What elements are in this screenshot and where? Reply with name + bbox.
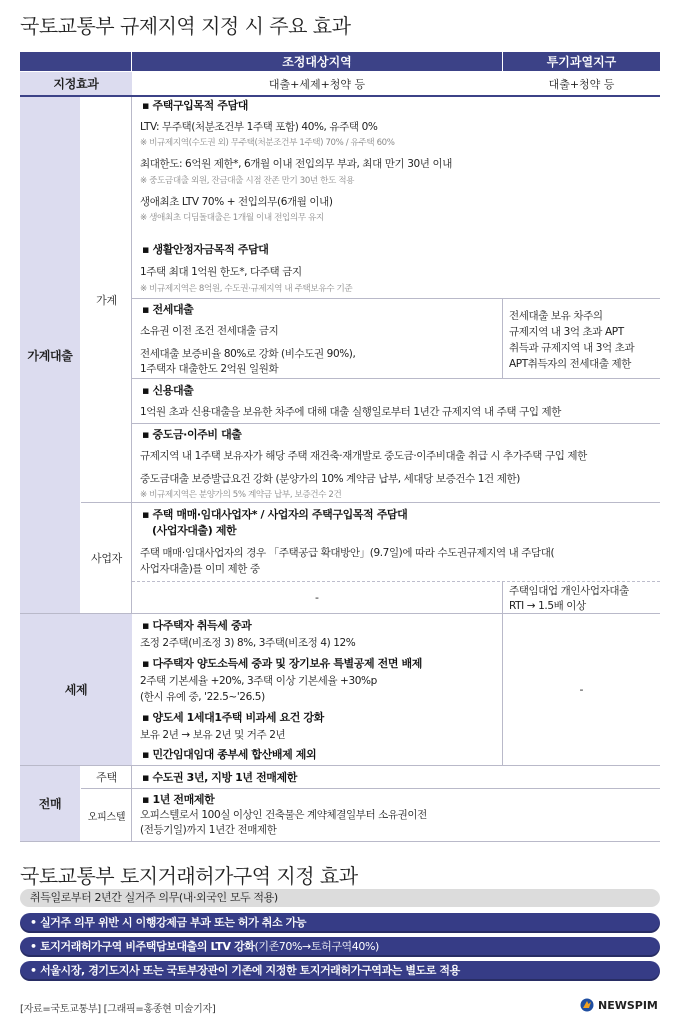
credit-heading: ▪ 신용대출 xyxy=(142,384,194,397)
purchase-line-2: 최대한도: 6억원 제한*, 6개월 이내 전입의무 부과, 최대 만기 30년 이내 xyxy=(140,158,452,170)
effect-label: 지정효과 xyxy=(53,77,99,91)
land-bar-3 xyxy=(20,961,660,981)
divider xyxy=(502,581,503,613)
resale-heading-1: ▪ 수도권 3년, 지방 1년 전매제한 xyxy=(142,771,297,784)
interim-heading: ▪ 중도금·이주비 대출 xyxy=(142,428,242,441)
living-note-1: ※ 비규제지역은 8억원, 수도권·규제지역 내 주택보유수 기준 xyxy=(140,284,353,294)
divider xyxy=(132,298,660,299)
tax-heading-4: ▪ 민간임대임대 종부세 합산배제 제외 xyxy=(142,748,317,761)
jeonse-heading: ▪ 전세대출 xyxy=(142,303,194,316)
land-bar-3-bullet: • xyxy=(30,964,37,977)
household-label: 가계 xyxy=(96,293,117,307)
interim-line-2: 중도금대출 보증발급요건 강화 (분양가의 10% 계약금 납부, 세대당 보증건수 1건 제한) xyxy=(140,473,520,485)
jeonse-line-2: 전세대출 보증비율 80%로 강화 (비수도권 90%), xyxy=(140,348,356,360)
jeonse-right-2: 규제지역 내 3억 초과 APT xyxy=(509,326,624,338)
source-credit: [자료=국토교통부] [그래픽=홍종현 미술기자] xyxy=(20,1004,216,1015)
divider xyxy=(131,766,132,841)
divider xyxy=(131,97,132,613)
tax-speculation-dash: - xyxy=(579,683,584,696)
divider xyxy=(20,841,660,842)
interim-note-2: ※ 비규제지역은 분양가의 5% 계약금 납부, 보증건수 2건 xyxy=(140,490,342,500)
jeonse-right-1: 전세대출 보유 차주의 xyxy=(509,310,603,322)
biz-adjusted-dash: - xyxy=(315,591,319,604)
jeonse-right-3: 취득과 규제지역 내 3억 초과 xyxy=(509,342,635,354)
loan-section-label: 가계대출 xyxy=(27,348,73,363)
newspim-logo xyxy=(580,998,658,1012)
divider xyxy=(81,788,660,789)
header-corner xyxy=(20,52,131,71)
land-bar-2-bullet: • xyxy=(30,940,37,953)
land-bar-2-text: 토지거래허가구역 비주택담보대출의 LTV 강화 xyxy=(40,940,255,953)
biz-right-2: RTI → 1.5배 이상 xyxy=(509,600,586,612)
header-adjusted-area: 조정대상지역 xyxy=(132,52,502,71)
tax-heading-2: ▪ 다주택자 양도소득세 중과 및 장기보유 특별공제 전면 배제 xyxy=(142,657,422,670)
resale-line-2a: 오피스텔로서 100실 이상인 건축물은 계약체결일부터 소유권이전 xyxy=(140,809,427,821)
purchase-line-1: LTV: 무주택(처분조건부 1주택 포함) 40%, 유주택 0% xyxy=(140,121,378,133)
tax-heading-3: ▪ 양도세 1세대1주택 비과세 요건 강화 xyxy=(142,711,324,724)
biz-heading-2: (사업자대출) 제한 xyxy=(152,524,237,537)
jeonse-right-4: APT취득자의 전세대출 제한 xyxy=(509,358,632,370)
tax-line-3: 보유 2년 → 보유 2년 및 거주 2년 xyxy=(140,729,286,741)
header-speculation-zone: 투기과열지구 xyxy=(503,52,660,71)
purchase-note-3: ※ 생애최초 디딤돌대출은 1개월 이내 전입의무 유지 xyxy=(140,213,324,223)
land-bar-1-text: 실거주 의무 위반 시 이행강제금 부과 또는 허가 취소 가능 xyxy=(40,916,307,929)
divider xyxy=(132,423,660,424)
land-gray-text: 취득일로부터 2년간 실거주 의무(내·외국인 모두 적용) xyxy=(30,891,278,904)
purchase-heading: ▪ 주택구입목적 주담대 xyxy=(142,99,248,112)
purchase-line-3: 생애최초 LTV 70% + 전입의무(6개월 이내) xyxy=(140,196,333,208)
land-title: 국토교통부 토지거래허가구역 지정 효과 xyxy=(20,864,358,888)
jeonse-line-1: 소유권 이전 조건 전세대출 금지 xyxy=(140,325,279,337)
biz-right-1: 주택임대업 개인사업자대출 xyxy=(509,585,629,597)
divider xyxy=(502,298,503,378)
purchase-note-2: ※ 중도금대출 외원, 잔금대출 시점 잔존 만기 30년 한도 적용 xyxy=(140,176,355,186)
jeonse-line-3: 1주택자 대출한도 2억원 일원화 xyxy=(140,363,279,375)
land-bar-2-paren: (기존70%→토허구역40%) xyxy=(254,940,379,953)
tax-heading-1: ▪ 다주택자 취득세 중과 xyxy=(142,619,252,632)
living-heading: ▪ 생활안정자금목적 주담대 xyxy=(142,243,269,256)
newspim-logo-icon xyxy=(580,998,594,1012)
living-line-1: 1주택 최대 1억원 한도*, 다주택 금지 xyxy=(140,266,302,278)
divider xyxy=(132,378,660,379)
effect-speculation: 대출+청약 등 xyxy=(548,77,615,91)
land-bar-2 xyxy=(20,937,660,957)
land-bar-3-text: 서울시장, 경기도지사 또는 국토부장관이 기존에 지정한 토지거래허가구역과는 별도로 적용 xyxy=(40,964,460,977)
biz-line-1: 주택 매매·임대사업자의 경우 「주택공급 확대방안」(9.7일)에 따라 수도권규제지역 내 주담대( xyxy=(140,547,555,559)
resale-officetel-label: 오피스텔 xyxy=(87,811,126,823)
business-label: 사업자 xyxy=(91,552,122,565)
resale-line-2b: (전등기일)까지 1년간 전매제한 xyxy=(140,824,277,836)
interim-line-1: 규제지역 내 1주택 보유자가 해당 주택 재건축·재개발로 중도금·이주비대출 취급 시 추가주택 구입 제한 xyxy=(140,450,587,462)
tax-line-2a: 2주택 기본세율 +20%, 3주택 이상 기본세율 +30%p xyxy=(140,675,377,687)
divider xyxy=(81,502,660,503)
land-gray-bar xyxy=(20,889,660,907)
newspim-logo-text: NEWSPIM xyxy=(598,998,658,1012)
biz-heading-1: ▪ 주택 매매·임대사업자* / 사업자의 주택구입목적 주담대 xyxy=(142,508,408,521)
tax-section-label: 세제 xyxy=(64,683,88,697)
land-bar-1 xyxy=(20,913,660,933)
resale-housing-label: 주택 xyxy=(96,771,117,784)
tax-line-2b: (한시 유예 중, '22.5~'26.5) xyxy=(140,691,265,703)
credit-line-1: 1억원 초과 신용대출을 보유한 차주에 대해 대출 실행일로부터 1년간 규제지역 내 주택 구입 제한 xyxy=(140,406,561,418)
resale-heading-2: ▪ 1년 전매제한 xyxy=(142,793,215,806)
resale-section-label: 전매 xyxy=(38,797,62,811)
effect-adjusted: 대출+세제+청약 등 xyxy=(268,77,366,91)
page-title: 국토교통부 규제지역 지정 시 주요 효과 xyxy=(20,14,351,38)
biz-line-2: 사업자대출)를 이미 제한 중 xyxy=(140,563,260,575)
land-bar-1-bullet: • xyxy=(30,916,37,929)
tax-line-1: 조정 2주택(비조정 3) 8%, 3주택(비조정 4) 12% xyxy=(140,637,356,649)
purchase-note-1: ※ 비규제지역(수도권 외) 무주택(처분조건부 1주택) 70% / 유주택 60% xyxy=(140,138,395,148)
